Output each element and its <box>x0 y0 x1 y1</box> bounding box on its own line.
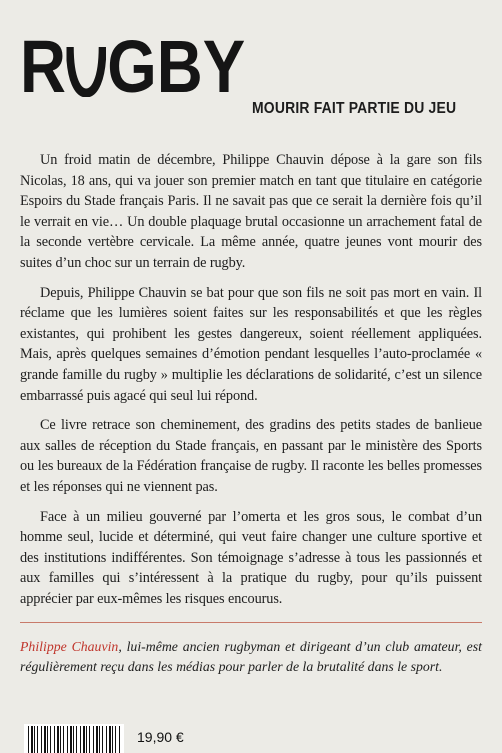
title-letters-gby: GBY <box>107 25 246 108</box>
author-bio <box>20 637 482 677</box>
title-letter-r: R <box>20 25 66 108</box>
author-name: Philippe Chauvin <box>20 639 119 654</box>
title-rugby <box>20 25 246 108</box>
author-bio-text: , lui-même ancien rugbyman et dirigeant d’un club amateur, est régulièrement reçu dans les médias pour parler de la brutalité dans le sport. <box>20 639 483 674</box>
rugby-ball-icon <box>65 28 108 84</box>
paragraph: Un froid matin de décembre, Philippe Chauvin dépose à la gare son fils Nicolas, 18 ans, qui va jouer son premier match en tant que titulaire en catégorie Espoirs du Stade français Paris. Il ne savait pas que ce serait la dernière fois qu’il le verrait en vie… Un double plaquage brutal occasionne un arrachement fatal de la seconde vertèbre cervicale. La même année, quatre jeunes vont mourir des suites d’un choc sur un terrain de rugby. <box>20 152 482 271</box>
barcode-bars <box>28 726 120 753</box>
back-cover-blurb <box>20 150 482 618</box>
paragraph: Face à un milieu gouverné par l’omerta et les gros sous, le combat d’un homme seul, lucide et déterminé, qui veut faire changer une culture sportive et des institutions indifférentes. Son témoignage s’adresse à tous les passionnés et aux familles qui s’intéressent à la pratique du rugby, pour qu’ils puissent apprécier par eux-mêmes les risques encourus. <box>20 508 482 607</box>
book-title <box>20 25 490 118</box>
divider <box>20 622 482 623</box>
price: 19,90 € <box>137 729 184 745</box>
paragraph: Ce livre retrace son cheminement, des gradins des petits stades de banlieue aux salles de réception du Stade français, en passant par le ministère des Sports ou les bureaux de la Fédération française de rugby. Il raconte les belles promesses et les réponses qui ne viennent pas. <box>20 417 482 495</box>
barcode <box>24 724 124 753</box>
paragraph: Depuis, Philippe Chauvin se bat pour que son fils ne soit pas mort en vain. Il réclame que les lumières soient faites sur les responsabilités et que les règles existantes, qui prohibent les gestes dangereux, soient réellement appliquées. Mais, après quelques semaines d’émotion pendant lesquelles l’auto-proclamée « grande famille du rugby » multiplie les déclarations de solidarité, c’est un silence embarrassé puis agacé qui seul lui répond. <box>20 284 482 404</box>
book-subtitle: MOURIR FAIT PARTIE DU JEU <box>252 100 457 117</box>
